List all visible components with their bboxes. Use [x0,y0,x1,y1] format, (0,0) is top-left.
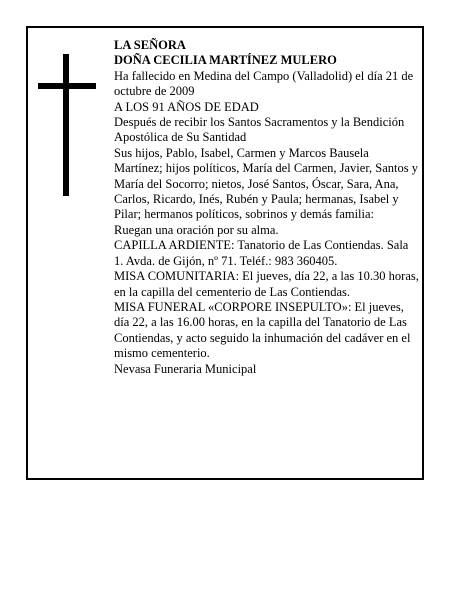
funeral-home: Nevasa Funeraria Municipal [114,361,257,376]
community-mass-info: MISA COMUNITARIA: El jueves, día 22, a las 10.30 horas, en la capilla del cementerio de Las Contiendas. [114,269,419,299]
obituary-text [114,38,420,377]
prayer-request: Ruegan una oración por su alma. [114,222,279,237]
age-statement: A LOS 91 AÑOS DE EDAD [114,99,259,114]
cross-icon [38,54,96,196]
sacraments-statement: Después de recibir los Santos Sacramentos y la Bendición Apostólica de Su Santidad [114,115,405,145]
cross-vertical-bar [63,54,69,196]
cross-horizontal-bar [38,83,96,89]
family-list: Sus hijos, Pablo, Isabel, Carmen y Marcos Bausela Martínez; hijos políticos, María del Carmen, Javier, Santos y María del Socorro; nietos, José Santos, Óscar, Sara, Ana, Carlos, Ricardo, Inés, Rubén y Paula; hermanas, Isabel y Pilar; hermanos políticos, sobrinos y demás familia: [114,145,418,222]
chapel-info: CAPILLA ARDIENTE: Tanatorio de Las Contiendas. Sala 1. Avda. de Gijón, nº 71. Teléf.: 983 360405. [114,238,409,268]
notice-title: LA SEÑORA [114,38,186,52]
deceased-name: DOÑA CECILIA MARTÍNEZ MULERO [114,53,337,68]
funeral-mass-info: MISA FUNERAL «CORPORE INSEPULTO»: El jueves, día 22, a las 16.00 horas, en la capilla del Tanatorio de Las Contiendas, y acto seguido la inhumación del cadáver en el mismo cementerio. [114,299,411,361]
death-statement: Ha fallecido en Medina del Campo (Valladolid) el día 21 de octubre de 2009 [114,68,414,99]
